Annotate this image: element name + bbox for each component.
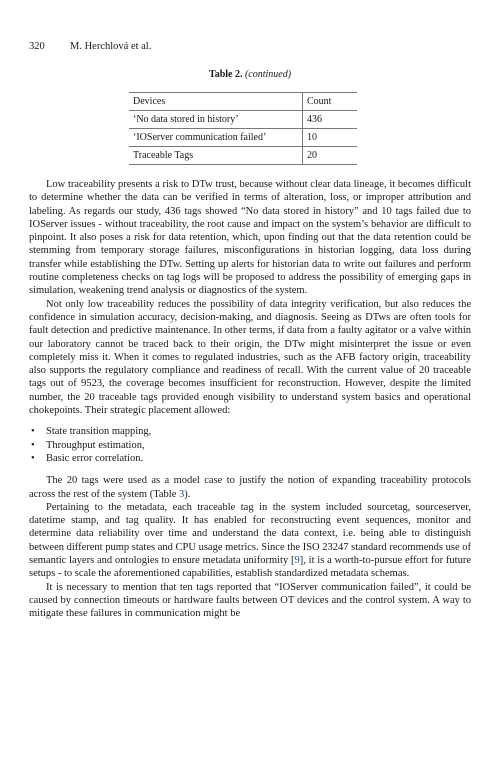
- device-cell: Traceable Tags: [129, 147, 303, 165]
- table-caption: [29, 69, 471, 81]
- paragraph-ioserver: It is necessary to mention that ten tags reported that “IOServer communication failed”, it could be caused by connection timeouts or hardware faults between OT devices and the control system. A way to mitigate these failures in communication might be: [29, 581, 471, 620]
- count-cell: 10: [303, 129, 358, 147]
- devices-table: [129, 92, 357, 165]
- paragraph-text: ).: [184, 488, 191, 500]
- paragraph-model-case: [29, 474, 471, 501]
- table-row: [129, 129, 357, 147]
- table-caption-label: Table 2.: [208, 69, 243, 80]
- device-cell: ‘No data stored in history’: [129, 111, 303, 129]
- list-item: • Throughput estimation,: [46, 439, 471, 452]
- table-row: [129, 147, 357, 165]
- paragraph-text: ], it is a worth-to-pursue effort for future setups - to scale the aforementioned capabilities, establish standardized metadata schemas.: [29, 555, 471, 580]
- page-number: 320: [29, 41, 45, 52]
- column-header-devices: Devices: [129, 93, 303, 111]
- paragraph-integrity: Not only low traceability reduces the possibility of data integrity verification, but also reduces the confidence in simulation accuracy, decision-making, and diagnosis. Seeing as DTws are often tools for fault detection and predictive maintenance. In other terms, if data from a faulty agitator or a valve within our laboratory cannot be traced back to their origin, the DTw might misinterpret the issue or even completely miss it. When it comes to regulated industries, such as the AFB factory origin, traceability also supports the regulatory compliance and readiness of recall. With the current value of 20 traceable tags out of 9523, the coverage becomes insufficient for reconstruction. However, despite the limited number, the 20 traceable tags provided enough visibility to understand system basics and operational chokepoints. Their strategic placement allowed:: [29, 298, 471, 417]
- list-item: • Basic error correlation.: [46, 452, 471, 465]
- paragraph-metadata: [29, 501, 471, 581]
- list-item: • State transition mapping,: [46, 425, 471, 438]
- citation-link[interactable]: 9: [294, 555, 300, 567]
- table-header-row: [129, 93, 357, 111]
- count-cell: 20: [303, 147, 358, 165]
- device-cell: ‘IOServer communication failed’: [129, 129, 303, 147]
- paragraph-traceability-risk: Low traceability presents a risk to DTw trust, because without clear data lineage, it becomes difficult to determine whether the data can be verified in terms of alteration, loss, or improper attribution and labeling. As regards our study, 436 tags showed “No data stored in history” and 10 tags failed due to IOServer issues - without traceability, the root cause and impact on the system’s behavior are difficult to pinpoint. It also poses a risk for data retention, which, upon finding out that the data retention could be stemming from temporary storage failures, misconfigurations in historian logging, data loss during transfer while establishing the DTw. Setting up alerts for historian data to write out failures and perform routine completeness checks on tag logs will be proposed to address the possibility of emerging gaps in simulation, weakening trend analysis or diagnostics of the system.: [29, 179, 471, 297]
- body-text: [29, 178, 471, 621]
- table-caption-note: (continued): [244, 69, 292, 80]
- paragraph-text: The 20 tags were used as a model case to justify the notion of expanding traceability protocols across the rest of the system (Table: [29, 475, 471, 500]
- count-cell: 436: [303, 111, 358, 129]
- running-authors: M. Herchlová et al.: [70, 41, 152, 52]
- column-header-count: Count: [303, 93, 358, 111]
- table-row: [129, 111, 357, 129]
- paragraph-text: Pertaining to the metadata, each traceable tag in the system included sourcetag, sourceserver, datetime stamp, and tag quality. It has enabled for reconstructing event sequences, monitor and determine data reliability over time and understand the data context, i.e. being able to distinguish between different pump states and CPU usage metrics. Since the ISO 23247 standard recommends use of semantic layers and ontologies to ensure metadata uniformity [: [29, 501, 471, 567]
- bullet-list: [29, 425, 471, 465]
- table-reference-link[interactable]: 3: [179, 488, 185, 500]
